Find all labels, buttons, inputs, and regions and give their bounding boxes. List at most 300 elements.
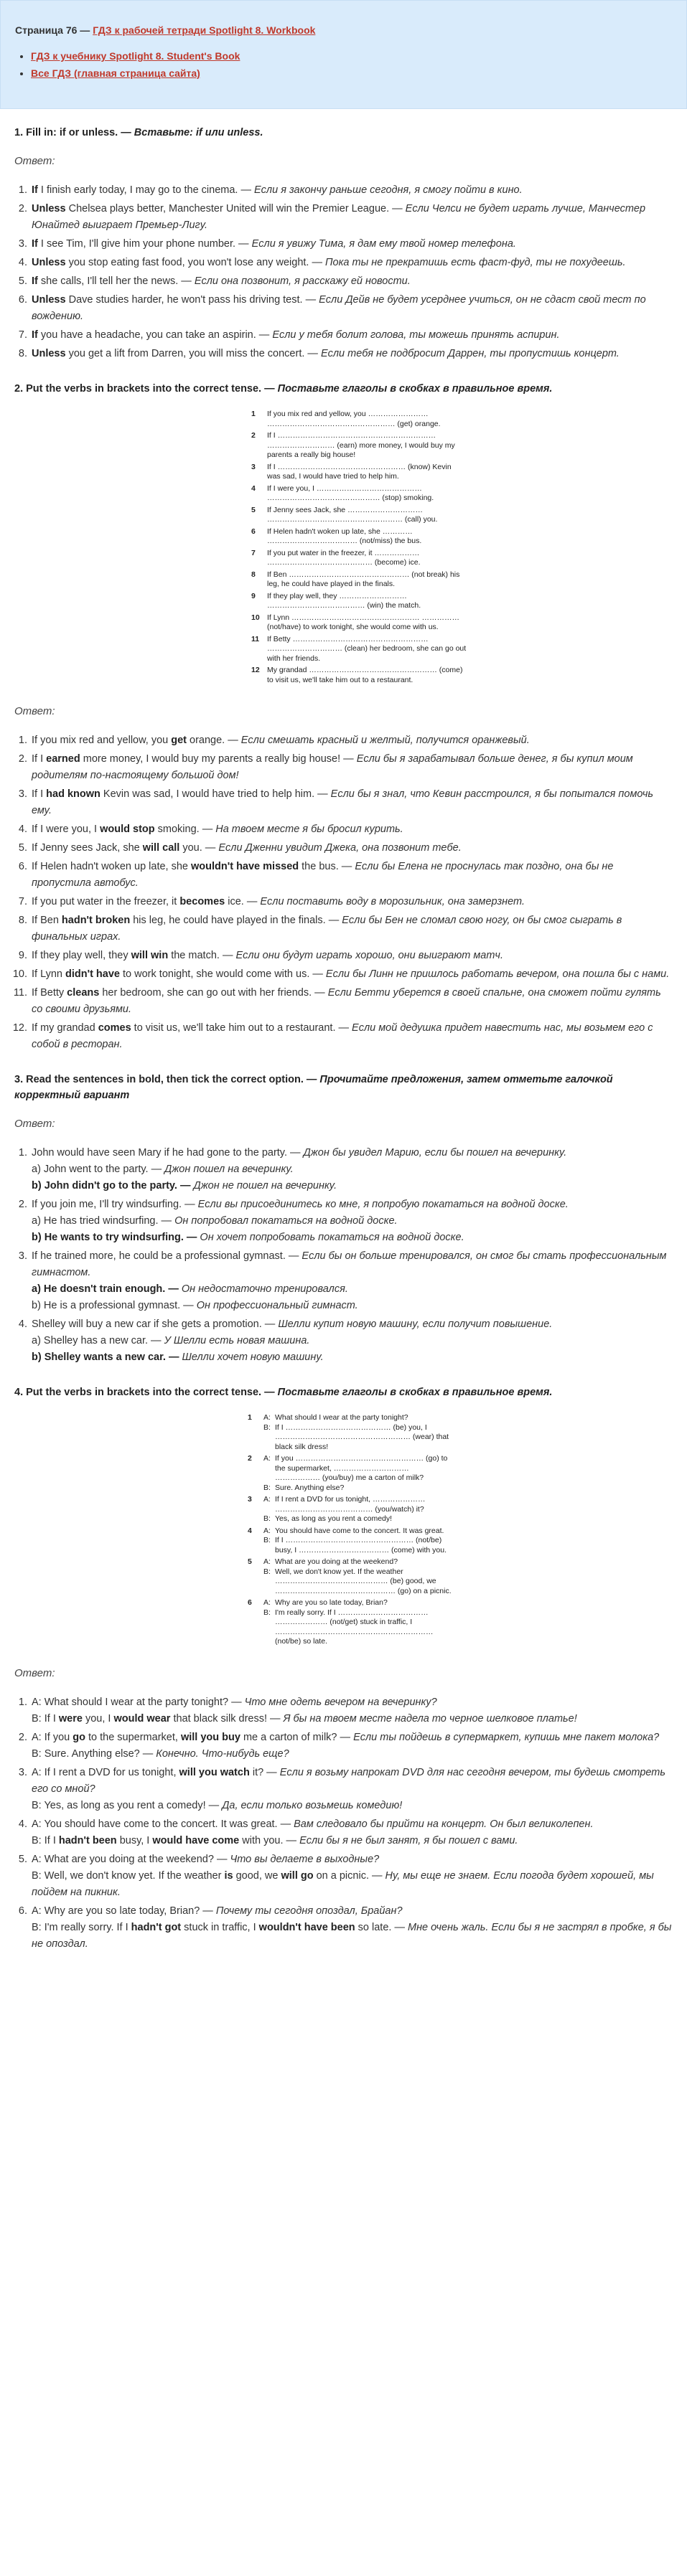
answer-sentence: you. — — [179, 842, 219, 854]
answer-sentence: it? — — [249, 1766, 280, 1778]
answer-item — [30, 894, 673, 910]
speaker-label: A: — [263, 1413, 271, 1422]
answer-translation: Конечно. Что-нибудь еще? — [156, 1747, 289, 1760]
answer-translation: Он недостаточно тренировался. — [181, 1283, 348, 1295]
exercise-text: If Betty ……………………………………………… ………………………… (clean) her bedroom, she can go out with her friends. — [267, 634, 467, 663]
sentence-line — [32, 1248, 673, 1281]
dialogue-line — [263, 1536, 456, 1555]
all-gdz-link[interactable]: Все ГДЗ (главная страница сайта) — [31, 67, 200, 79]
answer-keyword: Unless — [32, 294, 66, 306]
answer-sentence: smoking. — — [154, 824, 216, 835]
answer-sentence: I finish early today, I may go to the cinema. — — [37, 184, 255, 196]
answer-keyword: If — [32, 329, 38, 341]
dialogue-text: What should I wear at the party tonight? — [275, 1413, 408, 1422]
answer-item — [30, 201, 673, 234]
answer-translation: Почему ты сегодня опоздал, Брайан? — [215, 1905, 403, 1917]
answer-sentence: orange. — — [187, 735, 241, 746]
answer-translation: Если Бетти уберется в своей спальне, она сможет пойти гулять со своими друзьями. — [32, 987, 661, 1015]
task4-title-en: 4. Put the verbs in brackets into the correct tense. — — [14, 1387, 275, 1398]
answer-translation: Он хочет попробовать покататься на водной доске. — [200, 1232, 464, 1243]
answer-translation: Я бы на твоем месте надела то черное шелковое платье! — [283, 1712, 577, 1725]
answer-sentence: you have a headache, you can take an aspirin. — — [37, 329, 273, 341]
exercise-number: 5 — [248, 1557, 252, 1566]
dialogue-b — [32, 1920, 673, 1953]
speaker-label: B: — [263, 1483, 271, 1492]
header-line — [15, 22, 672, 38]
answer-sentence: you get a lift from Darren, you will miss the concert. — — [65, 348, 321, 359]
answer-item — [30, 1020, 673, 1053]
exercise-text: If I were you, I …………………………………… ……………………………………… (stop) smoking. — [267, 483, 434, 502]
dialogue-text: You should have come to the concert. It was great. — [275, 1526, 444, 1535]
answer-translation: Если бы я знал, что Кевин расстроился, я бы попытался помочь ему. — [32, 788, 653, 816]
option-text: b) He is a professional gymnast. — — [32, 1300, 197, 1311]
dialogue-a — [32, 1816, 673, 1833]
answer-item — [30, 966, 673, 983]
dialogue-a — [32, 1903, 673, 1920]
answer-translation: Если мой дедушка придет навестить нас, мы возьмем его с собой в ресторан. — [32, 1022, 653, 1050]
answer-sentence: Dave studies harder, he won't pass his driving test. — — [65, 294, 319, 306]
exercise-text: If Helen hadn't woken up late, she ………… ……………………………… (not/miss) the bus. — [267, 527, 422, 545]
answer-item — [30, 182, 673, 199]
answer-translation: Если поставить воду в морозильник, она замерзнет. — [260, 896, 525, 907]
exercise-number: 7 — [251, 548, 256, 557]
answer-sentence: If Ben — [32, 915, 62, 926]
answer-translation: Джон пошел на вечеринку. — [164, 1164, 294, 1175]
answer-sentence: to work tonight, she would come with us. — — [120, 968, 326, 980]
answer-keyword: If — [32, 275, 38, 287]
answer-translation: Если я увижу Тима, я дам ему твой номер телефона. — [251, 238, 516, 250]
answer-keyword: comes — [98, 1022, 131, 1034]
exercise-number: 10 — [251, 613, 260, 622]
dialogue-a — [32, 1694, 673, 1711]
answer-keyword: would wear — [113, 1712, 171, 1725]
exercise-text — [263, 1413, 456, 1452]
dialogue-text: I'm really sorry. If I ……………………………… ………………… (not/get) stuck in traffic, I ……………………………………………………… (not/be) so late. — [275, 1608, 434, 1646]
sentence-line — [32, 1316, 673, 1333]
answer-keyword: earned — [46, 753, 80, 765]
answer-translation: Если тебя не подбросит Даррен, ты пропустишь концерт. — [320, 348, 620, 359]
answer-keyword: Unless — [32, 203, 66, 214]
answer-item — [30, 732, 673, 749]
exercise-row — [248, 1495, 456, 1524]
option-text: a) Shelley has a new car. — — [32, 1335, 164, 1346]
answer-keyword: becomes — [179, 896, 225, 907]
answer-item — [30, 1145, 673, 1194]
task3-answers — [14, 1145, 673, 1366]
task4-title — [14, 1384, 673, 1400]
answer-keyword: get — [171, 735, 187, 746]
header-box — [0, 0, 687, 109]
answer-translation: Если Дженни увидит Джека, она позвонит тебе. — [218, 842, 462, 854]
answer-sentence: B: Yes, as long as you rent a comedy! — — [32, 1799, 223, 1811]
answer-label: Ответ: — [14, 155, 55, 167]
answer-item — [30, 346, 673, 362]
answer-item — [30, 1903, 673, 1953]
answer-item — [30, 255, 673, 271]
answer-sentence: If my grandad — [32, 1022, 98, 1034]
option-a — [32, 1281, 673, 1298]
answer-item — [30, 1316, 673, 1366]
dialogue-text: If you …………………………………………… (go) to the supermarket, ………………………… ……………… (you/buy) me a carton of milk? — [275, 1454, 448, 1482]
dialogue-text: If I rent a DVD for us tonight, ………………… ………………………………… (you/watch) it? — [275, 1495, 426, 1514]
answer-sentence: me a carton of milk? — — [240, 1731, 354, 1743]
answer-sentence: B: If I — [32, 1834, 59, 1846]
answer-sentence: you stop eating fast food, you won't lose any weight. — — [65, 257, 326, 268]
dialogue-line — [263, 1483, 456, 1494]
answer-item — [30, 821, 673, 838]
answer-sentence: A: What should I wear at the party tonight? — — [32, 1696, 245, 1708]
exercise-row — [248, 1527, 456, 1556]
header-link-item — [31, 48, 672, 64]
answer-translation: Мне очень жаль. Если бы я не застрял в пробке, я бы не опоздал. — [32, 1921, 672, 1950]
answer-keyword: wouldn't have missed — [191, 861, 299, 872]
dialogue-text: Well, we don't know yet. If the weather ……………………………………… (be) good, we ………………………………………… (go) on a picnic. — [275, 1567, 452, 1595]
exercise-number: 1 — [251, 410, 256, 418]
dialogue-line — [263, 1423, 456, 1453]
answer-sentence: B: Well, we don't know yet. If the weather — [32, 1869, 225, 1882]
exercise-number: 4 — [251, 483, 256, 493]
exercise-text: If you mix red and yellow, you …………………… …………………………………………… (get) orange. — [267, 410, 441, 428]
dialogue-b — [32, 1746, 673, 1763]
answer-sentence: If he trained more, he could be a professional gymnast. — — [32, 1250, 302, 1262]
answer-label: Ответ: — [14, 705, 55, 717]
answer-item — [30, 327, 673, 344]
answer-keyword: wouldn't have been — [258, 1921, 355, 1933]
exercise-text: If Jenny sees Jack, she ………………………… ……………………………………………… (call) you. — [267, 505, 438, 524]
answer-item — [30, 1730, 673, 1763]
exercise-row — [251, 527, 467, 547]
option-text: b) He wants to try windsurfing. — — [32, 1232, 200, 1243]
answer-sentence: to the supermarket, — [85, 1731, 181, 1743]
exercise-number: 3 — [251, 462, 256, 471]
exercise-text: If you put water in the freezer, it ……………… …………………………………… (become) ice. — [267, 548, 421, 567]
dialogue-line — [263, 1557, 456, 1567]
answer-item — [30, 985, 673, 1018]
answer-translation: Если я возьму напрокат DVD для нас сегодня вечером, ты будешь смотреть его со мной? — [32, 1766, 665, 1795]
exercise-number: 9 — [251, 591, 256, 600]
answer-sentence: John would have seen Mary if he had gone to the party. — — [32, 1147, 304, 1159]
answer-sentence: If Helen hadn't woken up late, she — [32, 861, 192, 872]
answer-sentence: to visit us, we'll take him out to a restaurant. — — [131, 1022, 352, 1034]
task1-answers — [14, 182, 673, 362]
exercise-row — [251, 484, 467, 504]
answer-keyword: hadn't got — [131, 1921, 182, 1933]
exercise-text — [263, 1495, 456, 1524]
answer-sentence: A: Why are you so late today, Brian? — — [32, 1905, 216, 1917]
exercise-row — [248, 1598, 456, 1647]
dialogue-text: Why are you so late today, Brian? — [275, 1598, 388, 1607]
answer-sentence: B: Sure. Anything else? — — [32, 1747, 156, 1760]
task1-title-en: 1. Fill in: if or unless. — — [14, 127, 131, 138]
answer-keyword: is — [224, 1869, 233, 1882]
exercise-row — [248, 1557, 456, 1596]
answer-sentence: so late. — — [355, 1921, 408, 1933]
exercise-text: If I …………………………………………… (know) Kevin was sad, I would have tried to help him. — [267, 462, 452, 481]
exercise-number: 2 — [251, 431, 256, 440]
dialogue-line — [263, 1495, 456, 1514]
exercise-number: 11 — [251, 634, 260, 643]
answer-translation: Если бы Бен не сломал свою ногу, он бы смог сыграть в финальных играх. — [32, 915, 622, 943]
answer-translation: Что вы делаете в выходные? — [230, 1853, 380, 1865]
answer-keyword: will go — [281, 1869, 314, 1882]
answer-translation: Если я закончу раньше сегодня, я смогу пойти в кино. — [254, 184, 523, 196]
task3-title — [14, 1072, 673, 1103]
exercise-number: 12 — [251, 666, 260, 674]
header-dash: — — [80, 24, 90, 36]
answer-translation: Если бы Елена не проснулась так поздно, она бы не пропустила автобус. — [32, 861, 614, 889]
option-text: a) He has tried windsurfing. — — [32, 1215, 175, 1227]
answer-sentence: good, we — [233, 1869, 281, 1882]
answer-keyword: If — [32, 238, 38, 250]
speaker-label: A: — [263, 1454, 271, 1463]
dialogue-a — [32, 1730, 673, 1746]
answer-translation: Да, если только возьмешь комедию! — [222, 1799, 403, 1811]
dialogue-line — [263, 1413, 456, 1423]
option-text: b) Shelley wants a new car. — — [32, 1351, 182, 1363]
answer-sentence: B: I'm really sorry. If I — [32, 1921, 131, 1933]
answer-translation: Пока ты не прекратишь есть фаст-фуд, ты не похудеешь. — [325, 257, 626, 268]
answer-item — [30, 1765, 673, 1814]
exercise-text — [263, 1454, 456, 1493]
dialogue-b — [32, 1711, 673, 1727]
answer-keyword: If — [32, 184, 38, 196]
exercise-row — [248, 1413, 456, 1452]
dialogue-line — [263, 1608, 456, 1647]
answer-translation: Если смешать красный и желтый, получится оранжевый. — [240, 735, 530, 746]
answer-translation: Вам следовало бы прийти на концерт. Он был великолепен. — [294, 1818, 594, 1830]
answer-item — [30, 751, 673, 784]
exercise-number: 2 — [248, 1454, 252, 1463]
answer-sentence: she calls, I'll tell her the news. — — [37, 275, 195, 287]
speaker-label: A: — [263, 1598, 271, 1607]
exercise-number: 6 — [251, 527, 256, 536]
exercise-text: My grandad …………………………………………… (come) to visit us, we'll take him out to a restaurant. — [267, 666, 463, 684]
dialogue-line — [263, 1514, 456, 1524]
answer-keyword: hadn't been — [58, 1834, 117, 1846]
answer-sentence: A: You should have come to the concert. It was great. — — [32, 1818, 294, 1830]
answer-translation: Если Дейв не будет усерднее учиться, он не сдаст свой тест по вождению. — [32, 294, 646, 322]
answer-item — [30, 948, 673, 964]
answer-keyword: will call — [142, 842, 180, 854]
answer-item — [30, 912, 673, 945]
exercise-text: If Ben ………………………………………… (not break) his leg, he could have played in the finals. — [267, 570, 460, 588]
dialogue-b — [32, 1798, 673, 1814]
answer-item — [30, 1816, 673, 1849]
task3-title-en: 3. Read the sentences in bold, then tick the correct option. — — [14, 1074, 317, 1085]
answer-translation: Он профессиональный гимнаст. — [196, 1300, 358, 1311]
option-b — [32, 1230, 673, 1246]
exercise-number: 4 — [248, 1526, 252, 1535]
answer-sentence: more money, I would buy my parents a really big house! — — [80, 753, 357, 765]
speaker-label: A: — [263, 1526, 271, 1535]
task1-title-ru: Вставьте: if или unless. — [134, 127, 263, 138]
answer-keyword: will win — [131, 950, 169, 961]
answer-sentence: Chelsea plays better, Manchester United will win the Premier League. — — [65, 203, 406, 214]
exercise-text: If they play well, they ……………………… ………………………………… (win) the match. — [267, 591, 421, 610]
dialogue-text: If I …………………………………… (be) you, I ……………………………………………… (wear) that black silk dress! — [275, 1423, 449, 1451]
answer-sentence: A: If I rent a DVD for us tonight, — [32, 1766, 179, 1778]
answer-sentence: I see Tim, I'll give him your phone number. — — [37, 238, 252, 250]
answer-translation: Шелли хочет новую машину. — [182, 1351, 324, 1363]
answer-item — [30, 1197, 673, 1246]
answer-keyword: hadn't broken — [61, 915, 131, 926]
exercise-row — [251, 431, 467, 461]
answer-sentence: If Lynn — [32, 968, 66, 980]
sentence-line — [32, 1145, 673, 1161]
task2-title-ru: Поставьте глаголы в скобках в правильное время. — [277, 383, 553, 395]
answer-keyword: go — [73, 1731, 85, 1743]
answer-translation: Шелли купит новую машину, если получит повышение. — [278, 1318, 553, 1330]
answer-translation: Если бы я зарабатывал больше денег, я бы купил моим родителям по-настоящему большой дом! — [32, 753, 633, 781]
task4-answers — [14, 1694, 673, 1953]
answer-item — [30, 292, 673, 325]
answer-sentence: If you put water in the freezer, it — [32, 896, 180, 907]
sentence-line — [32, 1197, 673, 1213]
answer-translation: Если вы присоединитесь ко мне, я попробую покататься на водной доске. — [197, 1199, 569, 1210]
answer-translation: Джон не пошел на вечеринку. — [193, 1180, 337, 1192]
option-b — [32, 1178, 673, 1194]
dialogue-line — [263, 1454, 456, 1483]
answer-translation: Если бы я не был занят, я бы пошел с вами. — [299, 1834, 518, 1846]
answer-sentence: If I — [32, 753, 47, 765]
option-text: a) He doesn't train enough. — — [32, 1283, 182, 1295]
answer-translation: Ну, мы еще не знаем. Если погода будет хорошей, мы пойдем на пикник. — [32, 1869, 654, 1898]
dialogue-line — [263, 1567, 456, 1597]
dialogue-b — [32, 1868, 673, 1901]
answer-sentence: If Betty — [32, 987, 67, 999]
answer-keyword: had known — [46, 788, 101, 800]
dialogue-b — [32, 1833, 673, 1849]
dialogue-text: What are you doing at the weekend? — [275, 1557, 398, 1566]
speaker-label: B: — [263, 1514, 271, 1523]
answer-sentence: on a picnic. — — [313, 1869, 385, 1882]
answer-sentence: If Jenny sees Jack, she — [32, 842, 143, 854]
option-text: b) John didn't go to the party. — — [32, 1180, 194, 1192]
speaker-label: A: — [263, 1495, 271, 1504]
answer-translation: Он попробовал покататься на водной доске. — [174, 1215, 398, 1227]
option-b — [32, 1349, 673, 1366]
answer-keyword: cleans — [67, 987, 100, 999]
dialogue-text: Sure. Anything else? — [275, 1483, 345, 1492]
task4-title-ru: Поставьте глаголы в скобках в правильное время. — [277, 1387, 553, 1398]
speaker-label: A: — [263, 1557, 271, 1566]
answer-keyword: were — [58, 1712, 83, 1725]
dialogue-line — [263, 1598, 456, 1608]
answer-translation: На твоем месте я бы бросил курить. — [215, 824, 403, 835]
content — [0, 125, 687, 1953]
exercise-text: If I ……………………………………………………… ……………………… (earn) more money, I would buy my parents a really big house! — [267, 431, 455, 459]
exercise-row — [251, 410, 467, 429]
exercise-row — [251, 506, 467, 525]
task1-title — [14, 125, 673, 141]
answer-sentence: Kevin was sad, I would have tried to help him. — — [100, 788, 331, 800]
speaker-label: B: — [263, 1608, 271, 1617]
option-a — [32, 1161, 673, 1178]
task2-title-en: 2. Put the verbs in brackets into the correct tense. — — [14, 383, 275, 395]
exercise-text — [263, 1557, 456, 1596]
exercise-text — [263, 1527, 456, 1556]
dialogue-a — [32, 1851, 673, 1868]
answer-sentence: B: If I — [32, 1712, 59, 1725]
answer-sentence: stuck in traffic, I — [181, 1921, 259, 1933]
answer-sentence: you, I — [82, 1712, 114, 1725]
answer-sentence: A: If you — [32, 1731, 73, 1743]
exercise-row — [251, 613, 467, 633]
exercise-row — [248, 1454, 456, 1493]
answer-keyword: would have come — [152, 1834, 240, 1846]
answer-sentence: If you mix red and yellow, you — [32, 735, 172, 746]
answer-sentence: the bus. — — [299, 861, 355, 872]
answer-item — [30, 273, 673, 290]
task3-title-ru: Прочитайте предложения, затем отметьте галочкой корректный вариант — [14, 1074, 613, 1101]
dialogue-text: If I …………………………………………… (not/be) busy, I ……………………………… (come) with you. — [275, 1536, 447, 1554]
option-text: a) John went to the party. — — [32, 1164, 165, 1175]
answer-translation: Если бы Линн не пришлось работать вечером, она пошла бы с нами. — [325, 968, 670, 980]
answer-sentence: A: What are you doing at the weekend? — — [32, 1853, 230, 1865]
answer-sentence: ice. — — [225, 896, 261, 907]
option-b — [32, 1298, 673, 1314]
speaker-label: B: — [263, 1423, 271, 1432]
answer-translation: Если она позвонит, я расскажу ей новости. — [194, 275, 411, 287]
students-book-link[interactable]: ГДЗ к учебнику Spotlight 8. Student's Book — [31, 50, 240, 62]
answer-sentence: If I were you, I — [32, 824, 101, 835]
exercise-row — [251, 463, 467, 482]
page-label: Страница 76 — [15, 24, 78, 36]
answer-keyword: will you watch — [179, 1766, 250, 1778]
task2-title — [14, 381, 673, 397]
answer-item — [30, 1851, 673, 1901]
answer-keyword: Unless — [32, 348, 66, 359]
dialogue-text: Yes, as long as you rent a comedy! — [275, 1514, 393, 1523]
answer-sentence: If I — [32, 788, 47, 800]
answer-sentence: the match. — — [168, 950, 236, 961]
exercise-number: 8 — [251, 570, 256, 579]
exercise-number: 5 — [251, 505, 256, 514]
exercise-text — [263, 1598, 456, 1647]
exercise-row — [251, 635, 467, 664]
answer-sentence: that black silk dress! — — [170, 1712, 284, 1725]
answer-item — [30, 859, 673, 892]
answer-sentence: busy, I — [116, 1834, 153, 1846]
answer-sentence: her bedroom, she can go out with her friends. — — [99, 987, 328, 999]
answer-keyword: didn't have — [65, 968, 120, 980]
answer-label: Ответ: — [14, 1666, 55, 1679]
task2-exercise-image — [251, 410, 467, 685]
answer-translation: Если у тебя болит голова, ты можешь принять аспирин. — [272, 329, 560, 341]
exercise-number: 1 — [248, 1413, 252, 1422]
answer-translation: У Шелли есть новая машина. — [164, 1335, 310, 1346]
answer-sentence: Shelley will buy a new car if she gets a promotion. — — [32, 1318, 279, 1330]
answer-sentence: with you. — — [239, 1834, 300, 1846]
option-a — [32, 1213, 673, 1230]
exercise-number: 6 — [248, 1598, 252, 1607]
speaker-label: B: — [263, 1567, 271, 1576]
answer-item — [30, 1694, 673, 1727]
exercise-row — [251, 549, 467, 568]
dialogue-line — [263, 1527, 456, 1537]
answer-translation: Если они будут играть хорошо, они выиграют матч. — [235, 950, 503, 961]
exercise-number: 3 — [248, 1495, 252, 1504]
answer-translation: Если Челси не будет играть лучше, Манчестер Юнайтед выиграет Премьер-Лигу. — [32, 203, 646, 231]
answer-item — [30, 236, 673, 253]
answer-translation: Если ты пойдешь в супермаркет, купишь мне пакет молока? — [353, 1731, 660, 1743]
workbook-link[interactable]: ГДЗ к рабочей тетради Spotlight 8. Workbook — [93, 24, 316, 36]
header-link-item — [31, 65, 672, 81]
exercise-text: If Lynn …………………………………………… …………… (not/have) to work tonight, she would come with us. — [267, 613, 459, 631]
answer-sentence: his leg, he could have played in the finals. — — [130, 915, 342, 926]
answer-item — [30, 1248, 673, 1314]
answer-label: Ответ: — [14, 1118, 55, 1130]
